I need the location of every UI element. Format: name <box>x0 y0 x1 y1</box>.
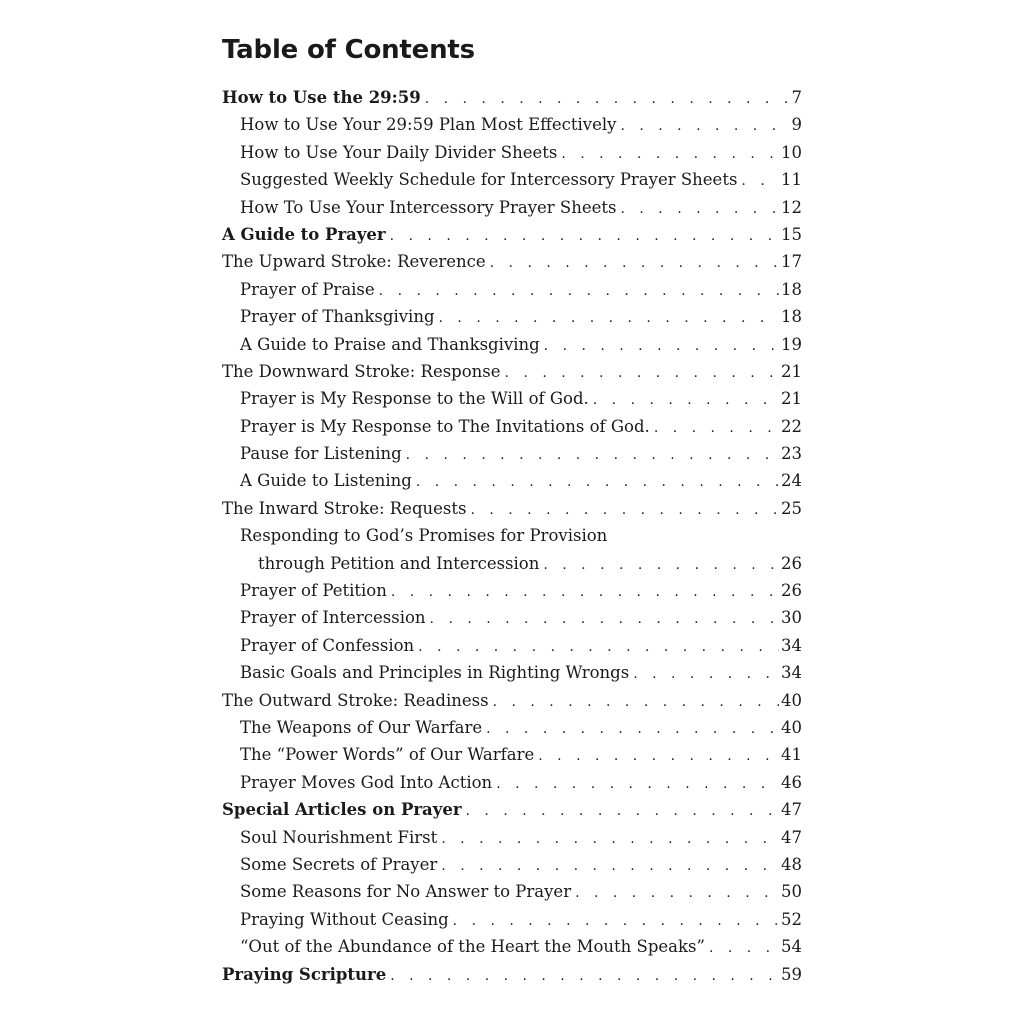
toc-entry[interactable] <box>222 961 802 988</box>
dot-leader <box>741 168 779 195</box>
toc-entry-page-number: 59 <box>781 964 802 984</box>
dot-leader <box>466 798 779 825</box>
toc-entry-label: Special Articles on Prayer <box>222 800 462 820</box>
toc-entry[interactable] <box>222 440 802 467</box>
toc-entry-label: Basic Goals and Principles in Righting Wrongs <box>240 663 630 683</box>
dot-leader <box>709 935 779 962</box>
toc-entry[interactable] <box>222 467 802 494</box>
toc-entry-label: Prayer of Praise <box>240 279 375 299</box>
dot-leader <box>490 250 779 277</box>
dot-leader <box>416 469 779 496</box>
page-title: Table of Contents <box>222 35 475 65</box>
toc-entry[interactable] <box>222 687 802 714</box>
toc-page <box>222 30 802 988</box>
toc-entry[interactable] <box>222 111 802 138</box>
toc-entry-page-number: 18 <box>781 279 802 299</box>
toc-entry[interactable] <box>222 385 802 412</box>
toc-entry-page-number: 15 <box>781 224 802 244</box>
toc-entry-page-number: 18 <box>781 307 802 327</box>
toc-entry-label: The “Power Words” of Our Warfare <box>240 745 535 765</box>
toc-list <box>222 84 802 988</box>
toc-entry[interactable] <box>222 741 802 768</box>
toc-entry-label: The Weapons of Our Warfare <box>240 717 483 737</box>
toc-entry[interactable] <box>222 604 802 631</box>
toc-entry[interactable] <box>222 659 802 686</box>
toc-entry[interactable] <box>222 194 802 221</box>
toc-entry-page-number: 25 <box>781 498 802 518</box>
toc-entry-page-number: 26 <box>781 553 802 573</box>
toc-entry-page-number: 17 <box>781 252 802 272</box>
toc-entry-page-number: 41 <box>781 745 802 765</box>
toc-entry-label: A Guide to Praise and Thanksgiving <box>240 334 540 354</box>
toc-entry-page-number: 30 <box>781 608 802 628</box>
dot-leader <box>379 278 779 305</box>
toc-entry[interactable] <box>222 906 802 933</box>
toc-entry[interactable] <box>222 851 802 878</box>
toc-entry-label: Suggested Weekly Schedule for Intercessory Prayer Sheets <box>240 170 738 190</box>
toc-entry-page-number: 48 <box>781 854 802 874</box>
toc-entry[interactable] <box>222 303 802 330</box>
dot-leader <box>496 771 779 798</box>
dot-leader <box>390 963 779 990</box>
dot-leader <box>544 333 779 360</box>
toc-entry[interactable] <box>222 221 802 248</box>
toc-entry-page-number: 22 <box>781 416 802 436</box>
dot-leader <box>470 497 779 524</box>
toc-entry[interactable] <box>222 276 802 303</box>
toc-entry-page-number: 47 <box>781 800 802 820</box>
toc-entry[interactable] <box>222 413 802 440</box>
toc-entry-page-number: 21 <box>781 389 802 409</box>
toc-entry[interactable] <box>222 495 802 522</box>
toc-entry-label: How to Use Your Daily Divider Sheets <box>240 142 558 162</box>
toc-entry-label: Prayer of Confession <box>240 635 415 655</box>
toc-entry-label: Prayer is My Response to the Will of God. <box>240 389 589 409</box>
dot-leader <box>561 141 779 168</box>
dot-leader <box>425 86 790 113</box>
toc-entry-label: “Out of the Abundance of the Heart the Mouth Speaks” <box>240 937 705 957</box>
toc-entry-label: Responding to God’s Promises for Provision <box>240 526 608 546</box>
toc-entry[interactable] <box>222 796 802 823</box>
toc-entry-label: A Guide to Prayer <box>222 224 386 244</box>
toc-entry[interactable] <box>222 824 802 851</box>
toc-entry-label: How To Use Your Intercessory Prayer Sheets <box>240 197 617 217</box>
toc-entry-page-number: 50 <box>781 882 802 902</box>
toc-entry-page-number: 52 <box>781 909 802 929</box>
toc-entry-page-number: 7 <box>791 88 802 107</box>
dot-leader <box>621 196 780 223</box>
toc-entry-page-number: 12 <box>781 197 802 217</box>
toc-entry-label: Some Reasons for No Answer to Prayer <box>240 882 572 902</box>
toc-entry-label: Prayer is My Response to The Invitations of God. <box>240 416 650 436</box>
toc-entry-page-number: 21 <box>781 361 802 381</box>
toc-entry-page-number: 24 <box>781 471 802 491</box>
dot-leader <box>654 415 779 442</box>
toc-entry-label: How to Use Your 29:59 Plan Most Effectively <box>240 115 617 135</box>
toc-entry-label: Prayer of Intercession <box>240 608 426 628</box>
toc-entry[interactable] <box>222 714 802 741</box>
dot-leader <box>441 826 779 853</box>
toc-entry[interactable] <box>222 166 802 193</box>
toc-entry-page-number: 19 <box>781 334 802 354</box>
dot-leader <box>633 661 779 688</box>
dot-leader <box>391 579 779 606</box>
toc-entry-label: Prayer of Petition <box>240 581 387 601</box>
toc-entry[interactable] <box>222 577 802 604</box>
dot-leader <box>620 113 789 140</box>
toc-entry-label: The Upward Stroke: Reverence <box>222 252 486 272</box>
toc-entry-page-number: 47 <box>781 827 802 847</box>
dot-leader <box>430 606 779 633</box>
dot-leader <box>441 853 779 880</box>
toc-entry[interactable] <box>222 358 802 385</box>
dot-leader <box>486 716 779 743</box>
dot-leader <box>418 634 779 661</box>
toc-entry-label: through Petition and Intercession <box>258 553 540 573</box>
toc-entry-page-number: 46 <box>781 772 802 792</box>
toc-entry-page-number: 34 <box>781 663 802 683</box>
toc-entry[interactable] <box>222 933 802 960</box>
toc-entry-label: Prayer of Thanksgiving <box>240 307 435 327</box>
toc-entry-page-number: 11 <box>781 170 802 190</box>
toc-entry[interactable] <box>222 550 802 577</box>
dot-leader <box>439 305 779 332</box>
toc-entry[interactable] <box>222 331 802 358</box>
toc-entry-label: Soul Nourishment First <box>240 827 438 847</box>
toc-entry[interactable] <box>222 84 802 111</box>
dot-leader <box>453 908 779 935</box>
dot-leader <box>538 743 779 770</box>
toc-entry-label: The Outward Stroke: Readiness <box>222 690 489 710</box>
toc-entry[interactable] <box>222 632 802 659</box>
toc-entry-label: Some Secrets of Prayer <box>240 854 438 874</box>
toc-entry-page-number: 34 <box>781 635 802 655</box>
toc-entry[interactable] <box>222 769 802 796</box>
toc-entry-label: A Guide to Listening <box>240 471 412 491</box>
dot-leader <box>390 223 779 250</box>
toc-entry-page-number: 40 <box>781 717 802 737</box>
dot-leader <box>575 880 779 907</box>
toc-entry-label: The Inward Stroke: Requests <box>222 498 467 518</box>
dot-leader <box>505 360 779 387</box>
dot-leader <box>406 442 779 469</box>
toc-entry[interactable] <box>222 522 802 549</box>
toc-entry[interactable] <box>222 139 802 166</box>
toc-entry-page-number: 40 <box>781 690 802 710</box>
toc-entry-page-number: 10 <box>781 142 802 162</box>
toc-entry-page-number: 26 <box>781 581 802 601</box>
toc-entry-label: Prayer Moves God Into Action <box>240 772 493 792</box>
toc-entry-label: The Downward Stroke: Response <box>222 361 501 381</box>
toc-entry-label: How to Use the 29:59 <box>222 88 421 107</box>
dot-leader <box>493 689 779 716</box>
toc-entry-page-number: 54 <box>781 937 802 957</box>
toc-entry[interactable] <box>222 248 802 275</box>
toc-entry[interactable] <box>222 878 802 905</box>
dot-leader <box>543 552 779 579</box>
toc-entry-page-number: 23 <box>781 444 802 464</box>
toc-entry-label: Pause for Listening <box>240 444 402 464</box>
toc-entry-page-number: 9 <box>791 115 802 135</box>
dot-leader <box>593 387 779 414</box>
toc-entry-label: Praying Scripture <box>222 964 387 984</box>
toc-entry-label: Praying Without Ceasing <box>240 909 449 929</box>
